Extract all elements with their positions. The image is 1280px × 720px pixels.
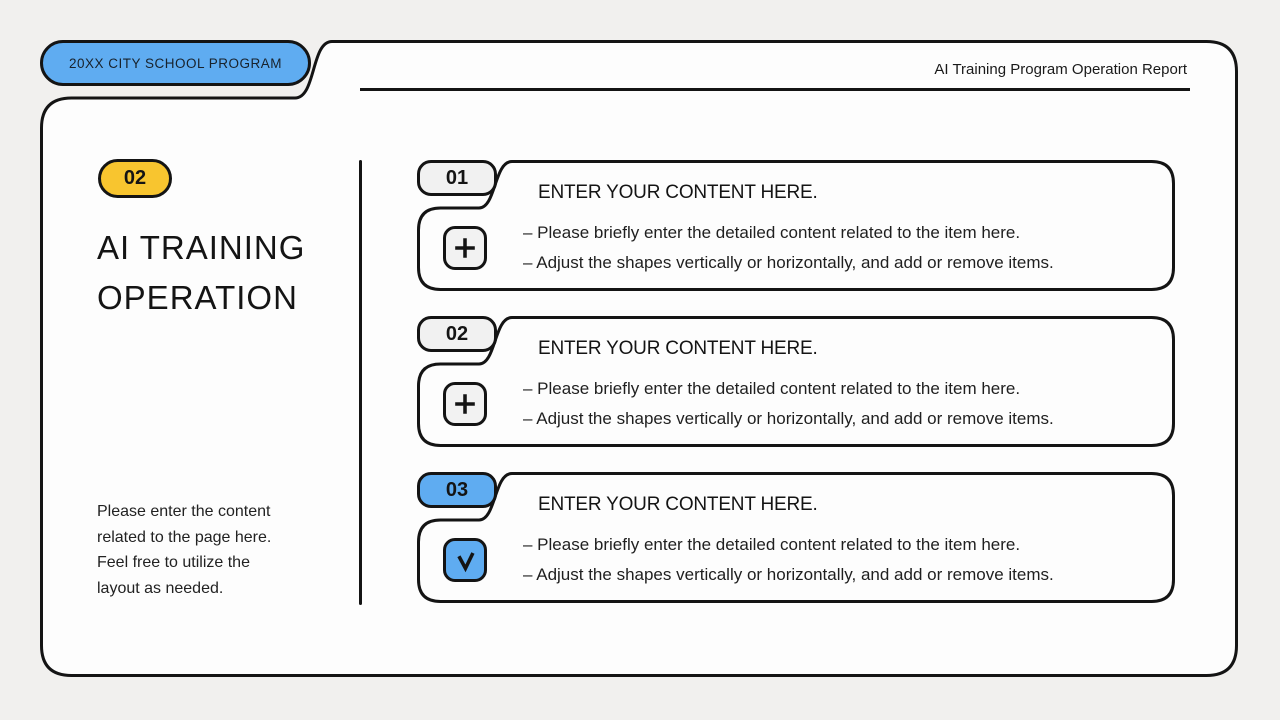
- card-number-badge: [417, 316, 497, 352]
- card-title: ENTER YOUR CONTENT HERE.: [538, 182, 818, 203]
- plus-icon: [443, 226, 487, 270]
- bullet-line: – Please briefly enter the detailed content related to the item here.: [523, 379, 1021, 398]
- plus-icon: [443, 382, 487, 426]
- content-card-2: [417, 316, 1175, 447]
- check-icon: [443, 538, 487, 582]
- card-bullets: [523, 374, 1054, 434]
- section-title: [97, 223, 305, 323]
- card-number: 02: [445, 322, 469, 345]
- description-line: Please enter the content: [97, 503, 271, 520]
- card-number: 01: [445, 166, 469, 189]
- content-card-3: [417, 472, 1175, 603]
- section-title-line: OPERATION: [97, 279, 298, 316]
- card-number-badge: [417, 160, 497, 196]
- program-badge-label: 20XX CITY SCHOOL PROGRAM: [68, 55, 283, 71]
- card-number-badge: [417, 472, 497, 508]
- description-line: related to the page here.: [97, 528, 272, 546]
- header-divider: [360, 88, 1190, 91]
- program-badge: [40, 40, 311, 86]
- bullet-line: – Please briefly enter the detailed content related to the item here.: [523, 535, 1021, 554]
- bullet-line: – Adjust the shapes vertically or horizontally, and add or remove items.: [523, 253, 1054, 272]
- card-bullets: [523, 530, 1054, 590]
- section-number: 02: [123, 167, 147, 189]
- description-line: Feel free to utilize the: [97, 554, 250, 571]
- section-number-badge: [98, 159, 172, 198]
- content-card-1: [417, 160, 1175, 291]
- card-title: ENTER YOUR CONTENT HERE.: [538, 338, 818, 359]
- card-number: 03: [445, 478, 469, 501]
- card-title: ENTER YOUR CONTENT HERE.: [538, 494, 818, 515]
- bullet-line: – Please briefly enter the detailed content related to the item here.: [523, 223, 1021, 242]
- vertical-divider: [359, 160, 362, 605]
- card-bullets: [523, 218, 1054, 278]
- bullet-line: – Adjust the shapes vertically or horizontally, and add or remove items.: [523, 565, 1054, 584]
- description-line: layout as needed.: [97, 579, 224, 597]
- section-description: [97, 499, 271, 601]
- bullet-line: – Adjust the shapes vertically or horizontally, and add or remove items.: [523, 409, 1054, 428]
- report-title: AI Training Program Operation Report: [934, 61, 1187, 78]
- section-title-line: AI TRAINING: [97, 229, 306, 266]
